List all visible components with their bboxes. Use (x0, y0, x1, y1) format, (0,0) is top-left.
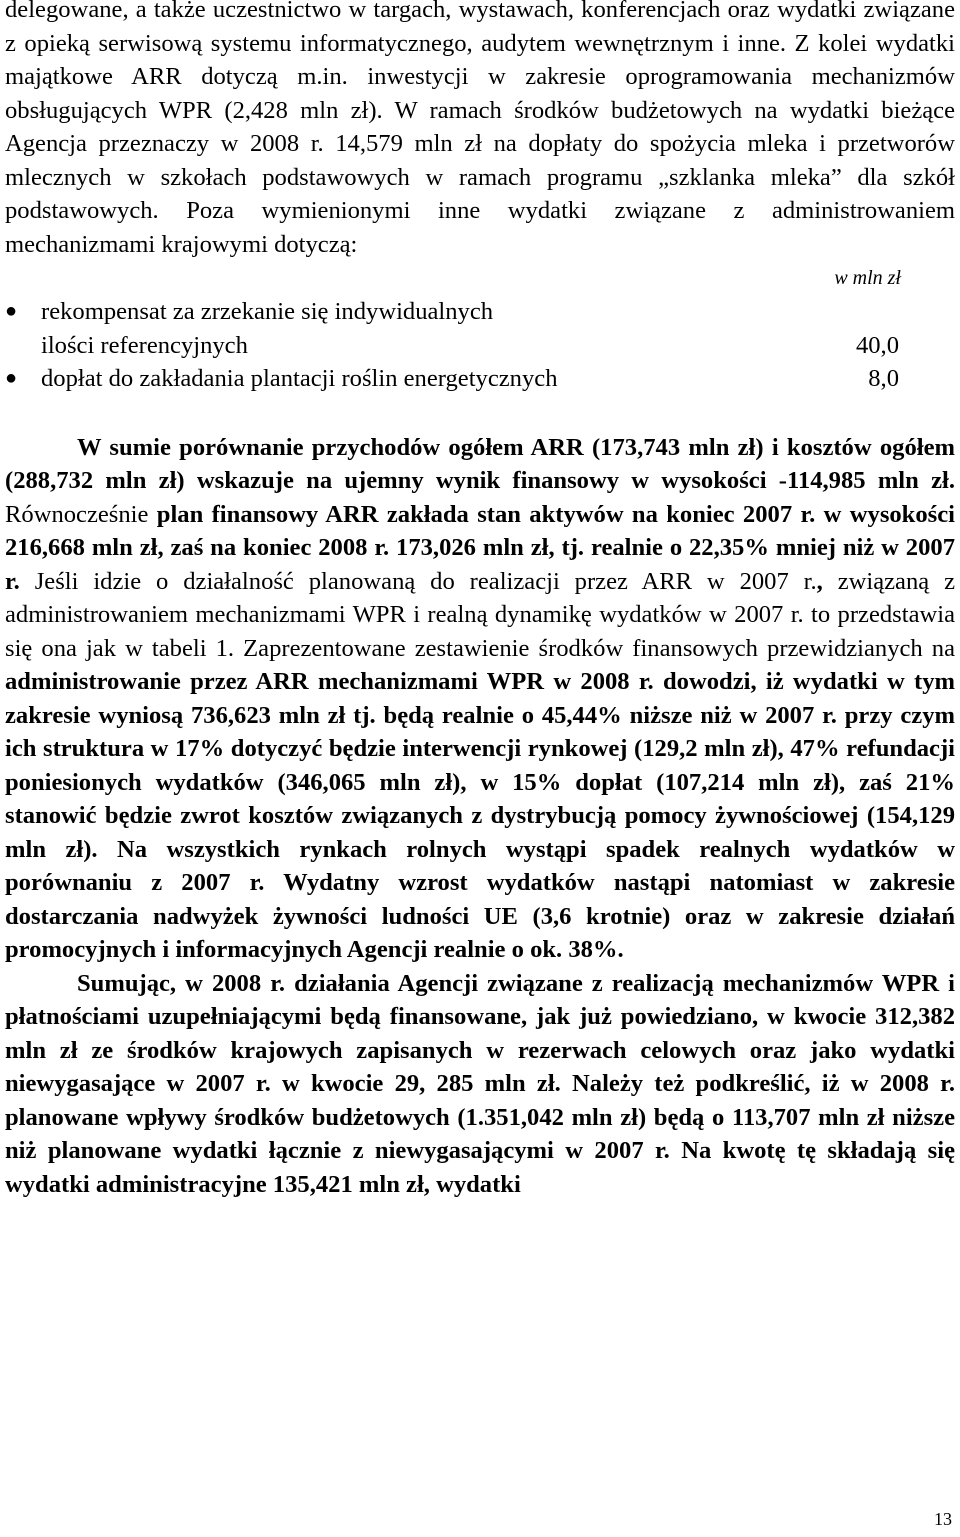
text (584, 534, 591, 561)
paragraph-summary (5, 431, 955, 967)
bold-text: w wysokości 216,668 mln zł, zaś na koniec 2008 r. 173,026 mln zł, tj. (5, 500, 955, 561)
bold-text: , (816, 567, 823, 595)
list-item-row (41, 329, 899, 363)
bold-text: W sumie porównanie przychodów ogółem ARR (173,743 mln zł) i kosztów ogółem (288,732 mln zł) wskazuje na ujemny wynik finansowy w wysokości -114,985 mln zł. (5, 433, 955, 494)
list-item-row (41, 362, 899, 396)
list-item-line: rekompensat za zrzekanie się indywidualnych (41, 298, 494, 325)
bold-text: administrowanie przez ARR mechanizmami WPR w 2008 r. dowodzi, iż wydatki w tym zakresie wyniosą 736,623 mln zł tj. będą realnie o 45,44% niższe niż w 2007 r. przy czym ich struktura w 17% dotyczyć będzie interwencji rynkowej (129,2 mln zł), 47% refundacji poniesionych wydatków (346,065 mln zł), w 15% dopłat (107,214 mln zł), zaś 21% stanowić będzie zwrot kosztów związanych z dystrybucją pomocy żywnościowej (154,129 mln zł). Na wszystkich rynkach rolnych wystąpi spadek realnych wydatków w porównaniu z 2007 r. Wydatny wzrost wydatków nastąpi natomiast w zakresie dostarczania nadwyżek żywności ludności UE (3,6 krotnie) oraz w zakresie działań promocyjnych i informacyjnych Agencji realnie o ok. 38%. (5, 668, 955, 963)
list-item-value: 40,0 (855, 331, 899, 359)
list-item-line: dopłat do zakładania plantacji roślin energetycznych (41, 365, 558, 392)
bullet-icon: ● (5, 367, 18, 389)
paragraph-expenses: delegowane, a także uczestnictwo w targach, wystawach, konferencjach oraz wydatki związane z opieką serwisową systemu informatycznego, audytem wewnętrznym i inne. Z kolei wydatki majątkowe ARR dotyczą m.in. inwestycji w zakresie oprogramowania mechanizmów obsługujących WPR (2,428 mln zł). W ramach środków budżetowych na wydatki bieżące Agencja przeznaczy w 2008 r. 14,579 mln zł na dopłaty do spożycia mleka i przetworów mlecznych w szkołach podstawowych w ramach programu „szklanka mleka” dla szkół podstawowych. Poza wymienionymi inne wydatki związane z administrowaniem mechanizmami krajowymi dotyczą: (5, 0, 955, 258)
unit-label: w mln zł (834, 267, 901, 289)
text: Jeśli idzie o działalność planowaną do realizacji przez ARR w 2007 r. (19, 567, 817, 595)
bold-text: Sumując, w 2008 r. działania Agencji związane z realizacją mechanizmów WPR i płatnościami uzupełniającymi będą finansowane, jak już powiedziano, w kwocie 312,382 mln zł ze środków krajowych zapisanych w rezerwach celowych oraz jako wydatki niewygasające w 2007 r. w kwocie 29, 285 mln zł. Należy też podkreślić, iż w 2008 r. planowane wpływy środków budżetowych (1.351,042 mln zł) będą o 113,707 mln zł niższe niż planowane wydatki łącznie z niewygasającymi w 2007 r. Na kwotę tę składają się wydatki administracyjne 135,421 mln zł, wydatki (5, 969, 955, 1198)
text: związaną z administrowaniem mechanizmami WPR i realną dynamikę wydatków w 2007 r. to przedstawia się ona jak w tabeli 1. Zaprezentowane zestawienie środków finansowych przewidzianych na (5, 567, 955, 662)
list-item-line: ilości referencyjnych (41, 331, 248, 359)
document-page (5, 0, 955, 1201)
list-item (5, 295, 955, 362)
text (815, 501, 823, 528)
spacer (5, 396, 955, 431)
bold-text: plan finansowy ARR zakłada stan aktywów na koniec 2007 r. (156, 500, 816, 528)
list-item-value: 8,0 (868, 365, 899, 392)
list-item (5, 362, 955, 396)
paragraph-conclusion (5, 967, 955, 1202)
bold-text: realnie o 22,35% mniej niż w 2007 r. (5, 534, 955, 595)
page-number: 13 (934, 1509, 952, 1529)
expense-list (5, 295, 955, 396)
bullet-icon: ● (5, 300, 18, 322)
text: Równocześnie (5, 500, 157, 528)
